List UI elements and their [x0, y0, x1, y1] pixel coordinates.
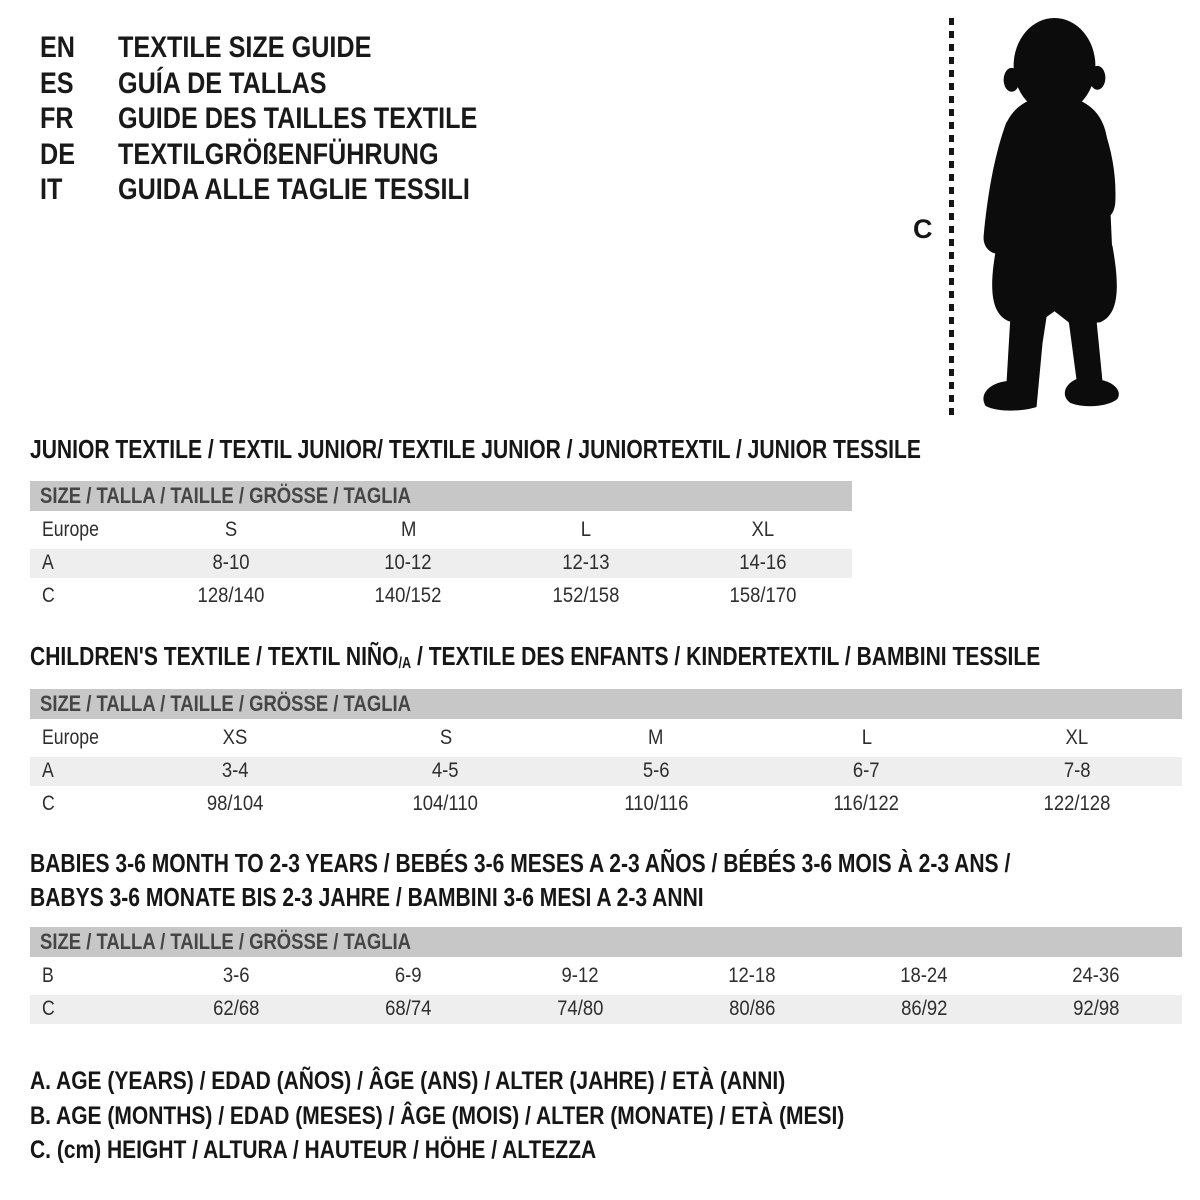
language-title-it: GUIDA ALLE TAGLIE TESSILI [118, 173, 470, 206]
junior-size-table [30, 515, 852, 611]
language-row-en [40, 30, 546, 66]
table-cell: 98/104 [206, 791, 264, 815]
table-cell: 74/80 [494, 993, 666, 1025]
table-row [30, 723, 1182, 755]
baby-silhouette-icon [965, 14, 1143, 418]
language-code-it: IT [40, 173, 63, 206]
children-section-title: CHILDREN'S TEXTILE / TEXTIL NIÑO/A / TEXTILE DES ENFANTS / KINDERTEXTIL / BAMBINI TESSILE [30, 641, 1041, 672]
row-label: A [30, 547, 142, 579]
table-cell: XL [1065, 726, 1089, 750]
table-cell: 140/152 [374, 583, 442, 607]
table-cell: 6-9 [394, 964, 422, 988]
table-cell: 128/140 [197, 583, 265, 607]
language-row-es [40, 66, 546, 102]
language-title-block [40, 30, 546, 208]
babies-title-line1: BABIES 3-6 MONTH TO 2-3 YEARS / BEBÉS 3-6 MESES A 2-3 AÑOS / BÉBÉS 3-6 MOIS À 2-3 ANS / [30, 848, 1011, 878]
table-row [30, 547, 852, 579]
table-cell: 18-24 [900, 964, 948, 988]
table-cell: 12-13 [497, 547, 675, 579]
table-cell: 7-8 [972, 755, 1182, 787]
table-cell: XL [751, 518, 775, 542]
children-size-table [30, 723, 1182, 819]
table-cell: 14-16 [675, 547, 853, 579]
children-size-header: SIZE / TALLA / TAILLE / GRÖSSE / TAGLIA [30, 689, 1182, 719]
table-cell: 110/116 [623, 791, 689, 815]
table-row [30, 961, 1182, 993]
row-label: C [30, 993, 150, 1025]
table-cell: 5-6 [551, 755, 761, 787]
junior-table-wrap [30, 481, 852, 611]
table-cell: 12-18 [728, 964, 776, 988]
table-cell: M [400, 518, 416, 542]
table-cell: 3-6 [222, 964, 250, 988]
language-code-en: EN [40, 31, 76, 64]
children-table-wrap [30, 689, 1182, 819]
table-cell: 116/122 [833, 791, 900, 815]
height-measure-label: C [913, 214, 933, 244]
table-cell: 10-12 [320, 547, 498, 579]
table-row [30, 993, 1182, 1025]
language-row-de [40, 137, 546, 173]
row-label: C [42, 583, 55, 607]
babies-section-title [30, 846, 1200, 914]
table-cell: 62/68 [150, 993, 322, 1025]
language-code-fr: FR [40, 102, 74, 135]
language-title-es: GUÍA DE TALLAS [118, 66, 327, 100]
language-row-fr [40, 101, 546, 137]
table-cell: M [648, 726, 664, 750]
junior-size-header: SIZE / TALLA / TAILLE / GRÖSSE / TAGLIA [30, 481, 852, 511]
babies-title-line2: BABYS 3-6 MONATE BIS 2-3 JAHRE / BAMBINI 3-6 MESI A 2-3 ANNI [30, 882, 704, 912]
table-row [30, 579, 852, 611]
table-row [30, 515, 852, 547]
table-cell: 24-36 [1072, 964, 1120, 988]
row-label: Europe [42, 518, 99, 542]
children-title-subscript: /A [398, 654, 412, 672]
table-row [30, 755, 1182, 787]
table-cell: S [224, 518, 237, 542]
table-cell: 6-7 [761, 755, 971, 787]
language-title-en: TEXTILE SIZE GUIDE [118, 31, 372, 64]
baby-figure-group [905, 12, 1165, 422]
language-row-it [40, 172, 546, 208]
language-title-fr: GUIDE DES TAILLES TEXTILE [118, 102, 478, 135]
table-cell: 68/74 [322, 993, 494, 1025]
table-cell: 92/98 [1010, 993, 1182, 1025]
table-cell: 122/128 [1043, 791, 1111, 815]
table-cell: 152/158 [552, 583, 620, 607]
legend-line-a: A. AGE (YEARS) / EDAD (AÑOS) / ÂGE (ANS) / ALTER (JAHRE) / ETÀ (ANNI) [30, 1067, 786, 1095]
table-cell: L [861, 726, 872, 750]
language-code-de: DE [40, 137, 76, 171]
table-cell: XS [222, 726, 248, 750]
measure-legend [30, 1064, 999, 1168]
junior-section-title: JUNIOR TEXTILE / TEXTIL JUNIOR/ TEXTILE JUNIOR / JUNIORTEXTIL / JUNIOR TESSILE [30, 434, 921, 464]
row-label: B [42, 964, 54, 988]
table-cell: 3-4 [130, 755, 340, 787]
babies-size-table [30, 961, 1182, 1027]
row-label: Europe [42, 726, 99, 750]
language-code-es: ES [40, 66, 74, 100]
babies-table-wrap [30, 927, 1182, 1027]
table-row [30, 787, 1182, 819]
legend-line-c: C. (cm) HEIGHT / ALTURA / HAUTEUR / HÖHE / ALTEZZA [30, 1136, 597, 1164]
table-cell: S [439, 726, 452, 750]
table-cell: 9-12 [561, 964, 599, 988]
table-cell: 80/86 [666, 993, 838, 1025]
table-cell: L [580, 518, 591, 542]
height-dashed-line [949, 18, 954, 416]
table-cell: 104/110 [412, 791, 479, 815]
row-label: C [42, 791, 55, 815]
table-cell: 158/170 [729, 583, 797, 607]
language-title-de: TEXTILGRÖßENFÜHRUNG [118, 137, 439, 171]
legend-line-b: B. AGE (MONTHS) / EDAD (MESES) / ÂGE (MOIS) / ALTER (MONATE) / ETÀ (MESI) [30, 1101, 845, 1130]
table-cell: 8-10 [142, 547, 320, 579]
table-cell: 4-5 [340, 755, 550, 787]
table-cell: 86/92 [838, 993, 1010, 1025]
row-label: A [30, 755, 130, 787]
babies-size-header: SIZE / TALLA / TAILLE / GRÖSSE / TAGLIA [30, 927, 1182, 957]
